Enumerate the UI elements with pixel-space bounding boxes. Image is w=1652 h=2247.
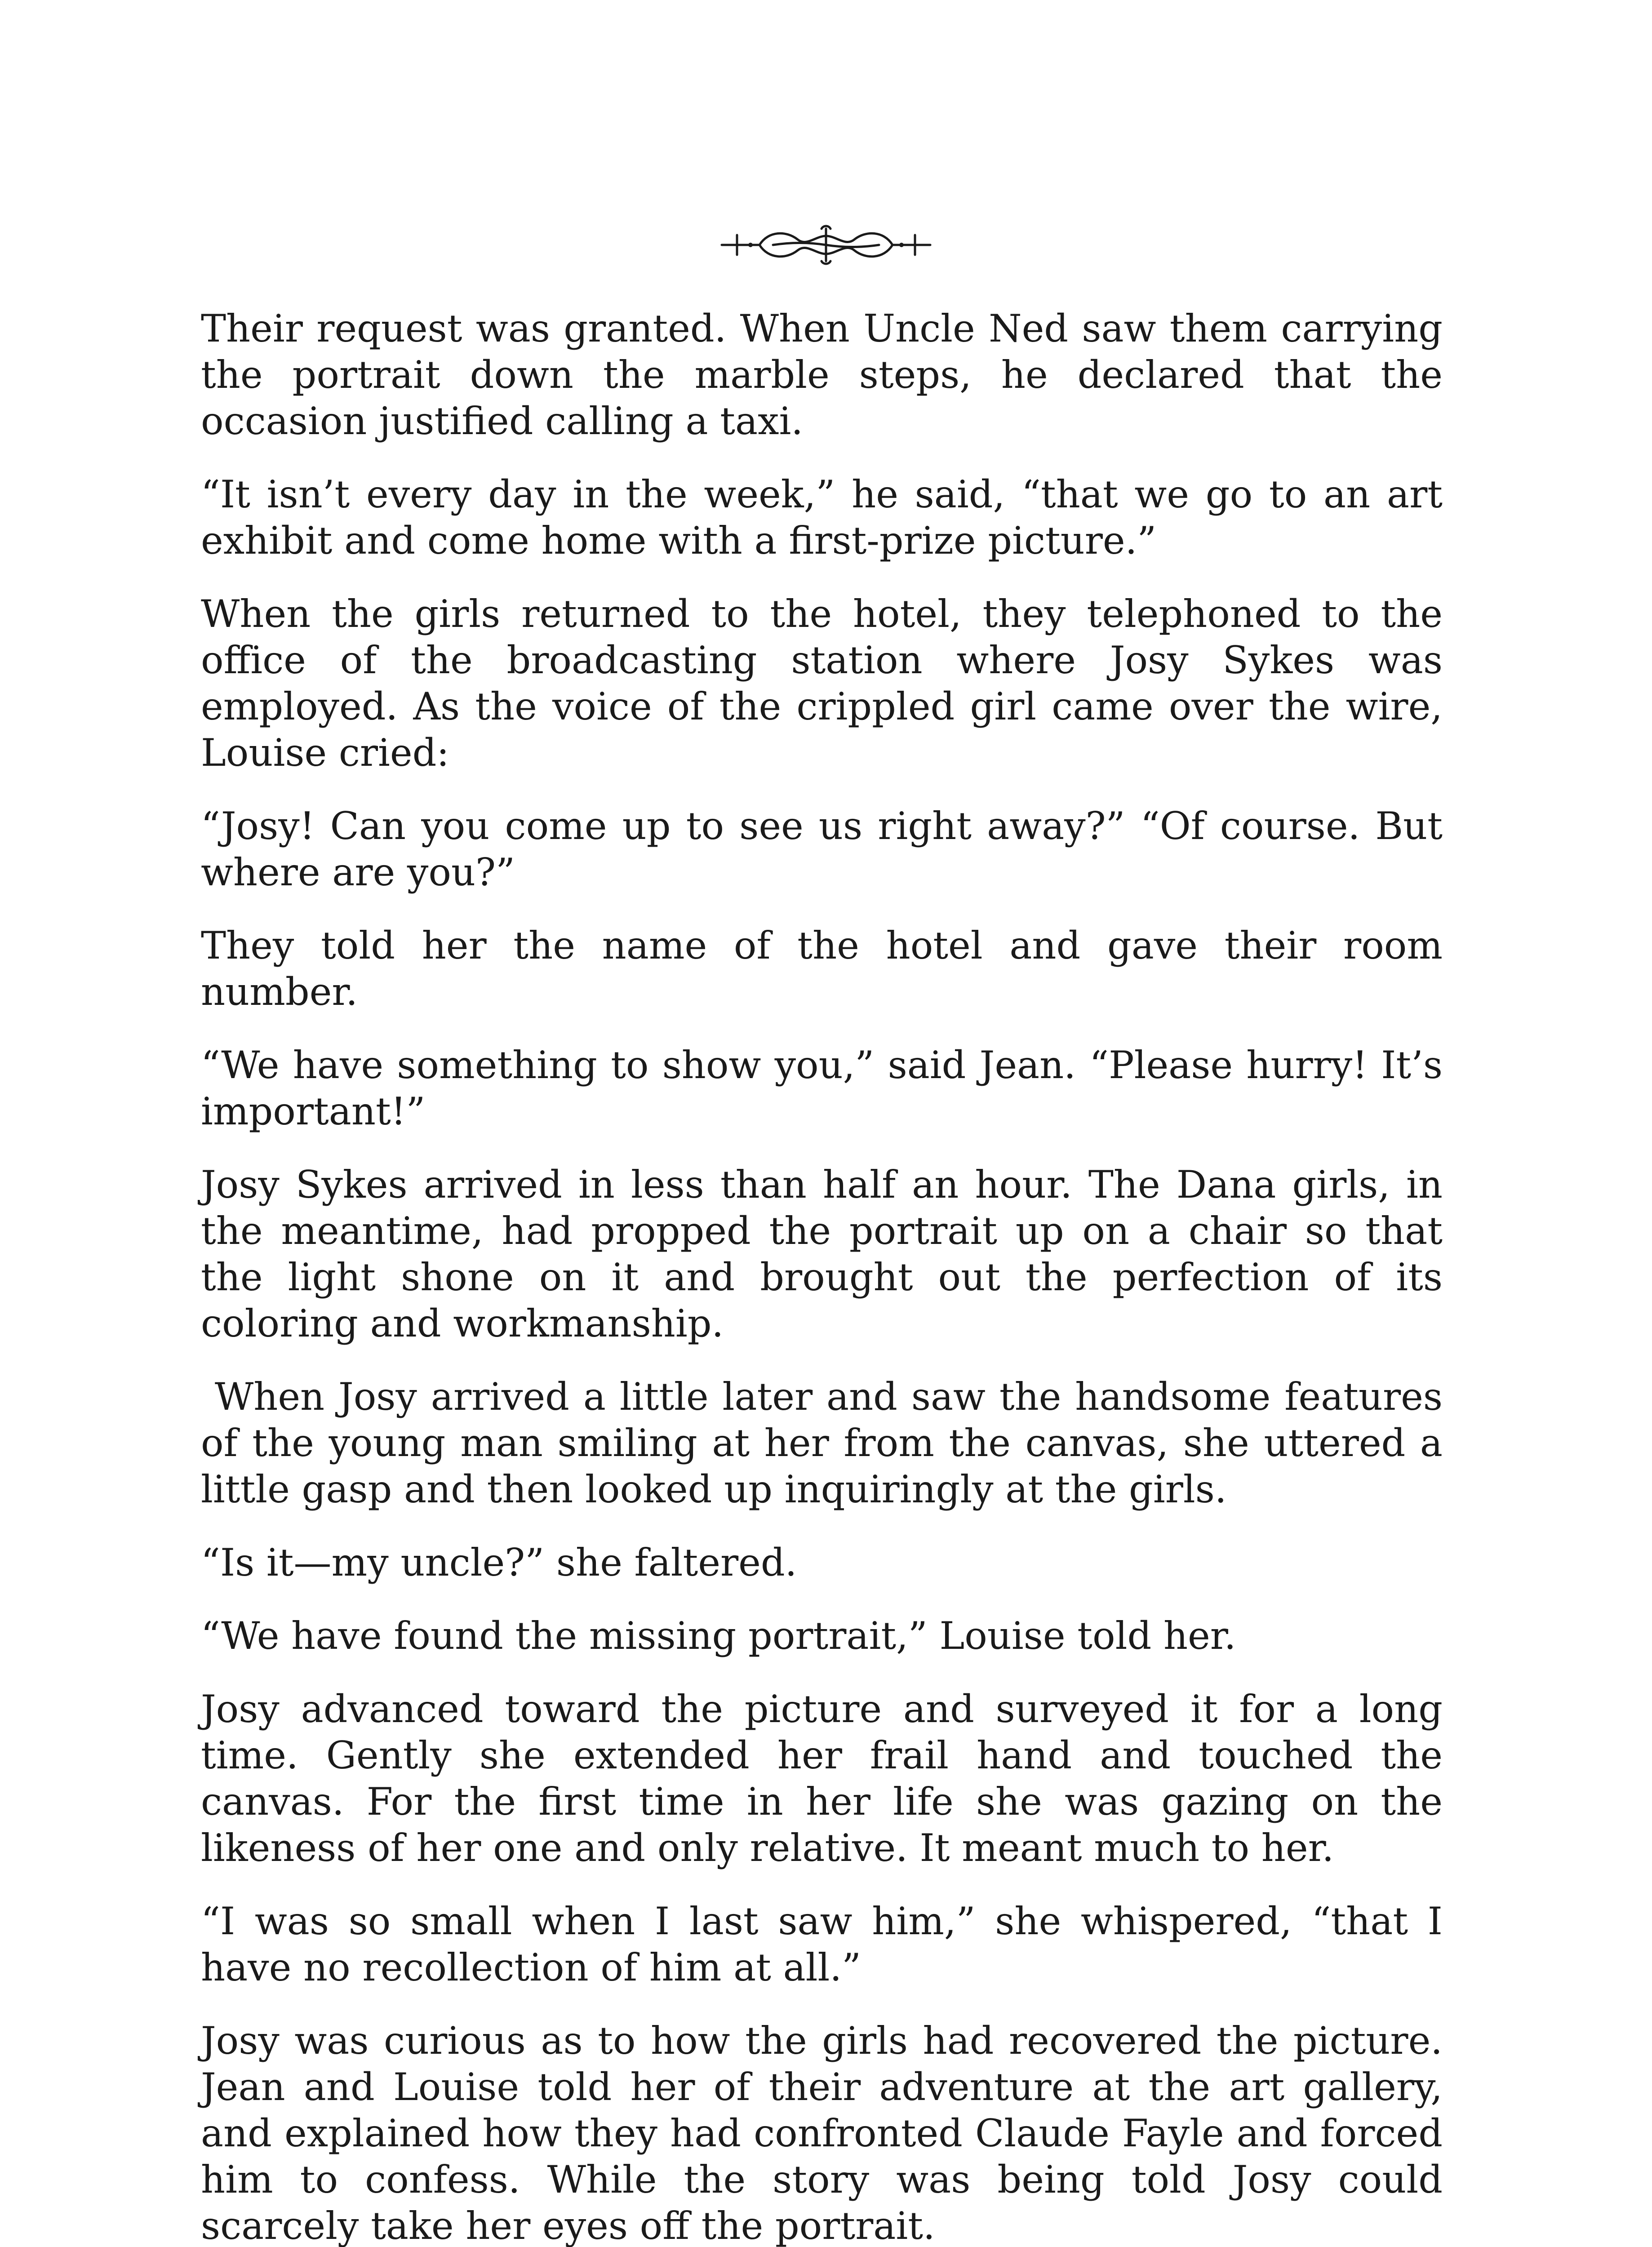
body-text [201, 306, 1443, 2247]
paragraph: “We have found the missing portrait,” Louise told her. [201, 1614, 1236, 1658]
paragraph: “We have something to show you,” said Jean. “Please hurry! It’s important!” [201, 1043, 1443, 1133]
paragraph: Josy advanced toward the picture and surveyed it for a long time. Gently she extended her frail hand and touched the canvas. For the first time in her life she was gazing on the likeness of her one and only relative. It meant much to her. [201, 1687, 1443, 1870]
paragraph: Josy Sykes arrived in less than half an hour. The Dana girls, in the meantime, had propped the portrait up on a chair so that the light shone on it and brought out the perfection of its coloring and workmanship. [201, 1163, 1443, 1346]
paragraph: “I was so small when I last saw him,” she whispered, “that I have no recollection of him at all.” [201, 1899, 1443, 1989]
paragraph: When the girls returned to the hotel, they telephoned to the office of the broadcasting station where Josy Sykes was employed. As the voice of the crippled girl came over the wire, Louise cried: [201, 592, 1443, 775]
paragraph: When Josy arrived a little later and saw the handsome features of the young man smiling at her from the canvas, she uttered a little gasp and then looked up inquiringly at the girls. [201, 1375, 1443, 1511]
paragraph: “Is it—my uncle?” she faltered. [201, 1541, 797, 1585]
paragraph: They told her the name of the hotel and gave their room number. [201, 924, 1443, 1014]
paragraph: “Josy! Can you come up to see us right away?” “Of course. But where are you?” [201, 804, 1443, 894]
paragraph: “It isn’t every day in the week,” he said, “that we go to an art exhibit and come home with a first-prize picture.” [201, 472, 1443, 563]
paragraph: Their request was granted. When Uncle Ned saw them carrying the portrait down the marble steps, he declared that the occasion justified calling a taxi. [201, 306, 1443, 443]
paragraph: Josy was curious as to how the girls had recovered the picture. Jean and Louise told her of their adventure at the art gallery, and explained how they had confronted Claude Fayle and forced him to confess. While the story was being told Josy could scarcely take her eyes off the portrait. [201, 2019, 1443, 2247]
decorative-scroll-ornament-icon [719, 222, 933, 267]
